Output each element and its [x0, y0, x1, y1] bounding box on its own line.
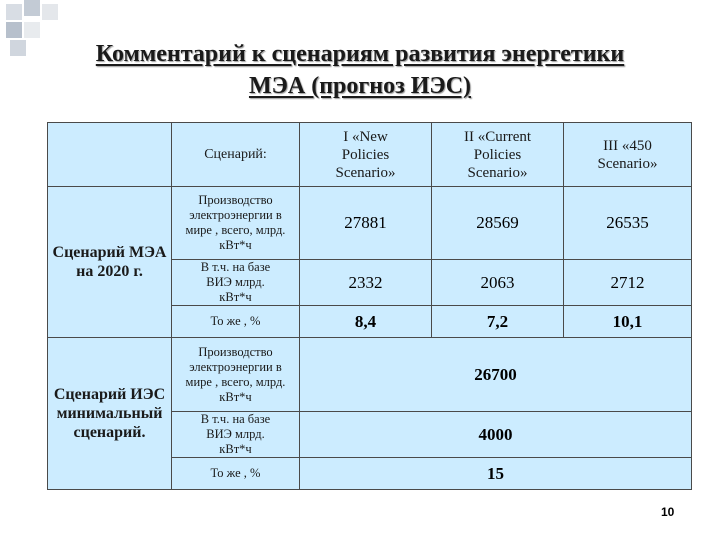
- row-label: То же , %: [172, 458, 300, 490]
- scenario-table: [47, 122, 692, 490]
- row-label: В т.ч. на базе ВИЭ млрд. кВт*ч: [172, 260, 300, 306]
- header-450-scenario: III «450 Scenario»: [564, 123, 692, 187]
- table-row: [48, 187, 692, 260]
- page-number: 10: [661, 505, 675, 519]
- deco-square: [10, 40, 26, 56]
- value-cell: 26535: [564, 187, 692, 260]
- title-line-1: Комментарий к сценариям развития энергетики: [95, 41, 625, 67]
- slide-title: [60, 38, 660, 102]
- value-cell: 2712: [564, 260, 692, 306]
- row-label: Производство электроэнергии в мире , всего, млрд. кВт*ч: [172, 187, 300, 260]
- table-header-row: [48, 123, 692, 187]
- value-cell: 28569: [432, 187, 564, 260]
- deco-square: [6, 22, 22, 38]
- scenario-header-label: Сценарий:: [172, 123, 300, 187]
- empty-corner-cell: [48, 123, 172, 187]
- header-current-policies: II «Current Policies Scenario»: [432, 123, 564, 187]
- deco-square: [42, 4, 58, 20]
- value-cell: 2063: [432, 260, 564, 306]
- merged-value-cell: 15: [300, 458, 692, 490]
- value-cell: 2332: [300, 260, 432, 306]
- merged-value-cell: 4000: [300, 412, 692, 458]
- header-new-policies: I «New Policies Scenario»: [300, 123, 432, 187]
- row-label: То же , %: [172, 306, 300, 338]
- deco-square: [6, 4, 22, 20]
- deco-square: [24, 0, 40, 16]
- value-cell: 8,4: [300, 306, 432, 338]
- merged-value-cell: 26700: [300, 338, 692, 412]
- title-line-2: МЭА (прогноз ИЭС): [248, 73, 472, 99]
- row-label: Производство электроэнергии в мире , всего, млрд. кВт*ч: [172, 338, 300, 412]
- ies-side-label: Сценарий ИЭС минимальный сценарий.: [48, 338, 172, 490]
- table-row: [48, 338, 692, 412]
- value-cell: 27881: [300, 187, 432, 260]
- deco-square: [24, 22, 40, 38]
- value-cell: 7,2: [432, 306, 564, 338]
- iea-side-label: Сценарий МЭА на 2020 г.: [48, 187, 172, 338]
- value-cell: 10,1: [564, 306, 692, 338]
- row-label: В т.ч. на базе ВИЭ млрд. кВт*ч: [172, 412, 300, 458]
